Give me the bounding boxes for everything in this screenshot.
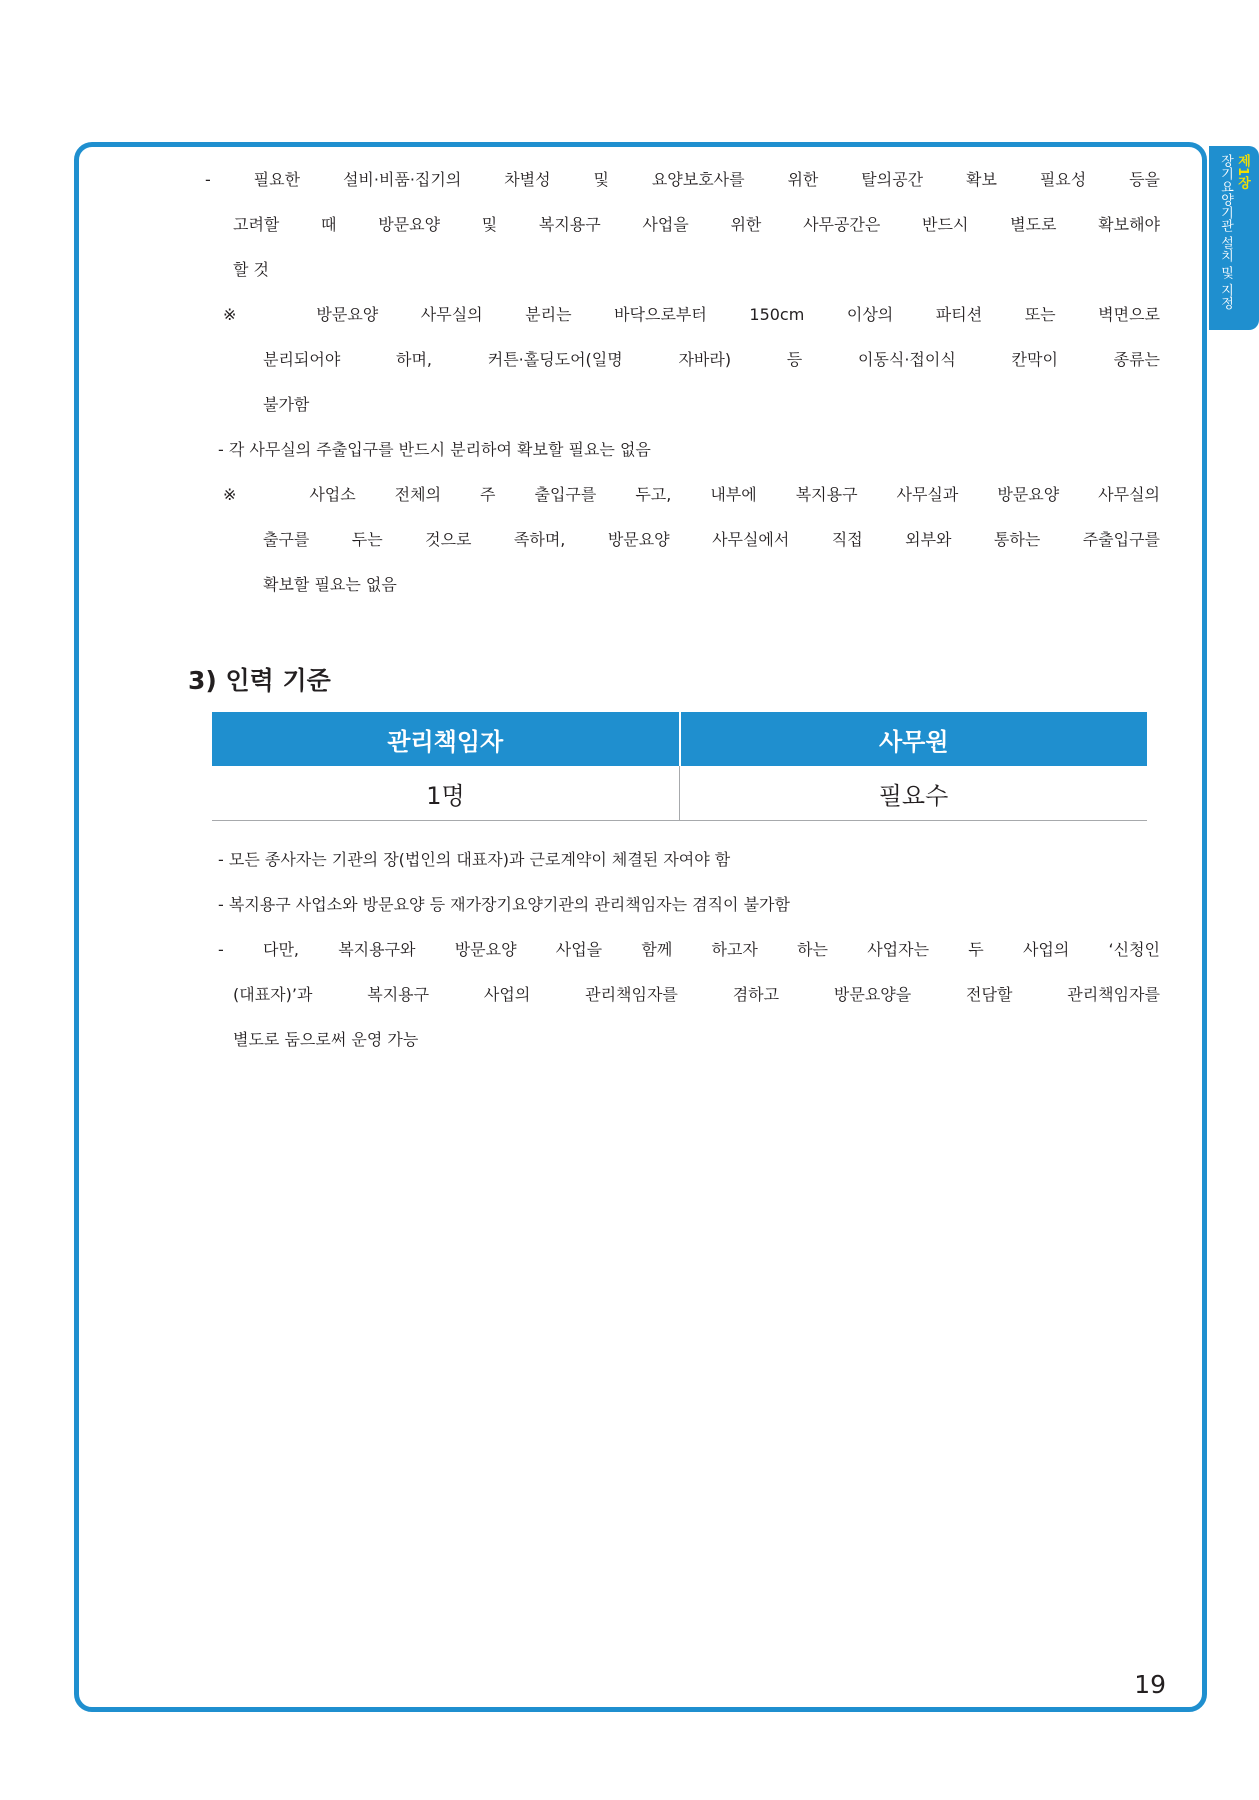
table-cell: 1명 xyxy=(426,781,465,810)
paragraph-3-line-1: - 각 사무실의 주출입구를 반드시 분리하여 확보할 필요는 없음 xyxy=(218,440,651,459)
paragraph-1-line-2: 고려할 때 방문요양 및 복지용구 사업을 위한 사무공간은 반드시 별도로 확보해야 xyxy=(233,215,1160,234)
paragraph-2-line-3: 불가함 xyxy=(263,395,310,414)
paragraph-4-line-3: 확보할 필요는 없음 xyxy=(263,575,397,594)
table-header-cell: 관리책임자 xyxy=(387,727,504,756)
paragraph-4-line-1: ※ 사업소 전체의 주 출입구를 두고, 내부에 복지용구 사무실과 방문요양 사무실의 xyxy=(223,485,1160,504)
chapter-number: 제1장 xyxy=(1235,154,1250,190)
note-1-line-1: - 모든 종사자는 기관의 장(법인의 대표자)과 근로계약이 체결된 자여야 함 xyxy=(218,850,731,869)
paragraph-4-line-2: 출구를 두는 것으로 족하며, 방문요양 사무실에서 직접 외부와 통하는 주출입구를 xyxy=(263,530,1160,549)
paragraph-2-line-1: ※ 방문요양 사무실의 분리는 바닥으로부터 150cm 이상의 파티션 또는 벽면으로 xyxy=(223,305,1160,324)
note-2-line-1: - 복지용구 사업소와 방문요양 등 재가장기요양기관의 관리책임자는 겸직이 불가함 xyxy=(218,895,790,914)
paragraph-2-line-2: 분리되어야 하며, 커튼·홀딩도어(일명 자바라) 등 이동식·접이식 칸막이 종류는 xyxy=(263,350,1160,369)
chapter-title: 장기요양기관 설치 및 지정 xyxy=(1218,154,1233,310)
table-row xyxy=(212,766,1147,820)
table-header-row xyxy=(212,712,1147,766)
note-3-line-2: (대표자)’과 복지용구 사업의 관리책임자를 겸하고 방문요양을 전담할 관리책임자를 xyxy=(233,985,1160,1004)
note-3-line-1: - 다만, 복지용구와 방문요양 사업을 함께 하고자 하는 사업자는 두 사업의 ‘신청인 xyxy=(218,940,1160,959)
page-number: 19 xyxy=(1134,1670,1166,1699)
section-heading: 3) 인력 기준 xyxy=(188,666,331,695)
table-header-cell: 사무원 xyxy=(679,712,1148,766)
table-cell: 필요수 xyxy=(679,766,1147,820)
paragraph-1-line-1: - 필요한 설비·비품·집기의 차별성 및 요양보호사를 위한 탈의공간 확보 필요성 등을 xyxy=(205,170,1160,189)
note-3-line-3: 별도로 둠으로써 운영 가능 xyxy=(233,1030,419,1049)
paragraph-1-line-3: 할 것 xyxy=(233,260,269,279)
staff-table xyxy=(212,712,1147,821)
chapter-side-tab xyxy=(1209,146,1259,330)
